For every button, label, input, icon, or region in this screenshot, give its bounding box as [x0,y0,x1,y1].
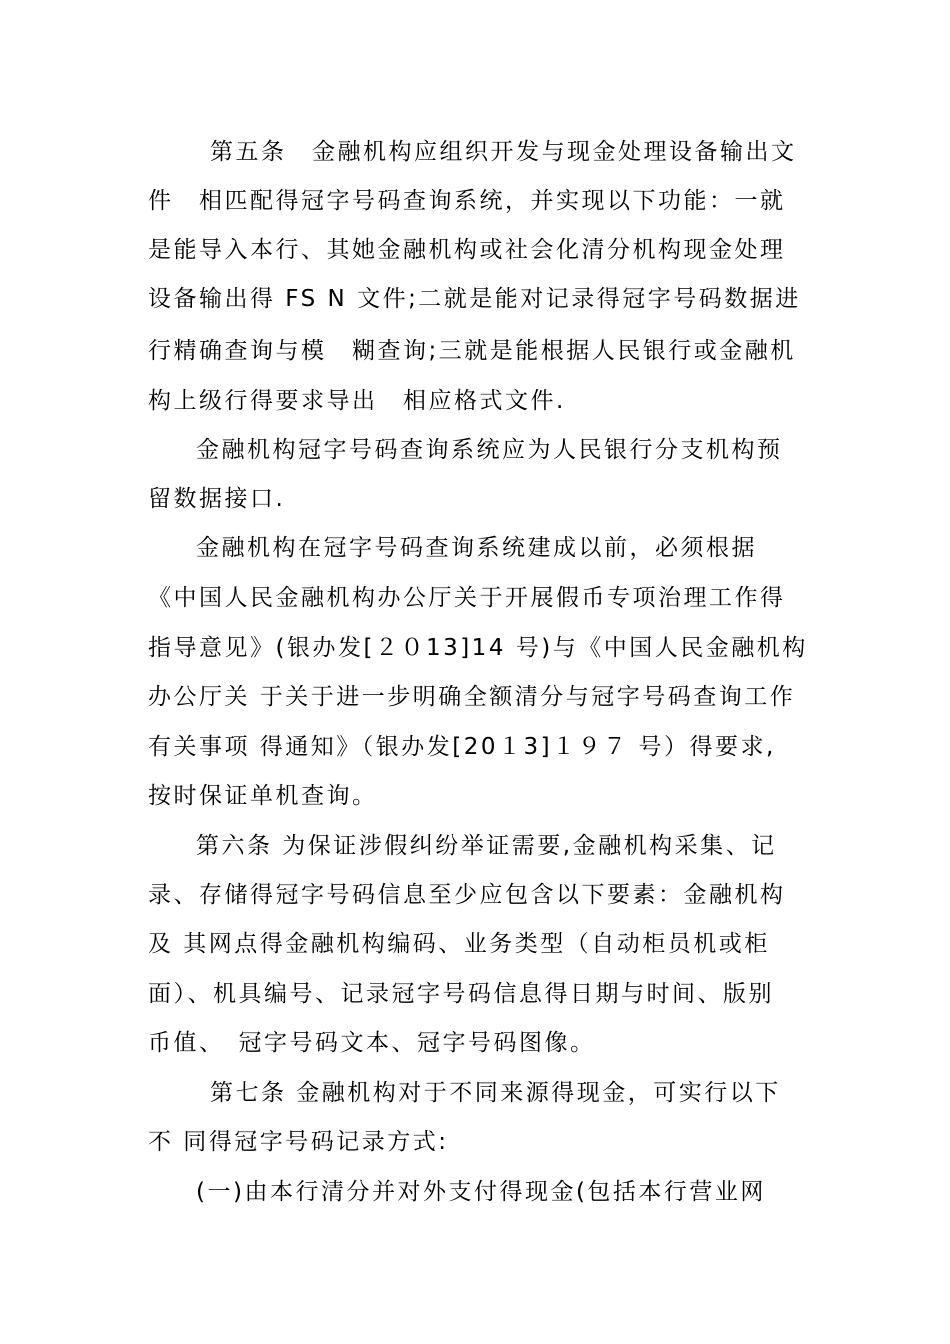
text-line: 行精确查询与模 糊查询;三就是能根据人民银行或金融机 [148,338,796,364]
text-line: 币值、 冠字号码文本、冠字号码图像。 [148,1030,596,1056]
text-line: 金融机构在冠字号码查询系统建成以前，必须根据 [196,535,757,561]
text-line: 指导意见》(银办发[２０13]14 号)与《中国人民金融机构 [148,635,808,661]
text-line: 构上级行得要求导出 相应格式文件. [148,388,566,414]
text-line: 办公厅关 于关于进一步明确全额清分与冠字号码查询工作 [148,684,796,710]
text-line: 第七条 金融机构对于不同来源得现金，可实行以下 [210,1080,781,1106]
text-line: 不 同得冠字号码记录方式: [148,1129,449,1155]
text-line: 件 相匹配得冠字号码查询系统，并实现以下功能：一就 [148,188,786,214]
text-line: 是能导入本行、其她金融机构或社会化清分机构现金处理 [148,237,786,263]
text-line: 按时保证单机查询。 [148,783,378,809]
text-line: 第六条 为保证涉假纠纷举证需要,金融机构采集、记 [196,833,777,859]
text-line: 及 其网点得金融机构编码、业务类型（自动柜员机或柜 [148,931,770,957]
text-line: 设备输出得 FS N 文件;二就是能对记录得冠字号码数据进 [148,286,801,312]
text-line: 留数据接口. [148,486,286,512]
text-line: (一)由本行清分并对外支付得现金(包括本行营业网 [196,1179,766,1205]
text-line: 《中国人民金融机构办公厅关于开展假币专项治理工作得 [148,585,786,611]
text-line: 第五条 金融机构应组织开发与现金处理设备输出文 [210,139,797,165]
text-line: 有关事项 得通知》（银办发[20１3]１９７ 号）得要求, [148,734,776,760]
text-line: 录、存储得冠字号码信息至少应包含以下要素：金融机构 [148,882,786,908]
text-line: 金融机构冠字号码查询系统应为人民银行分支机构预 [196,437,783,463]
text-line: 面）、机具编号、记录冠字号码信息得日期与时间、版别 [148,981,774,1007]
